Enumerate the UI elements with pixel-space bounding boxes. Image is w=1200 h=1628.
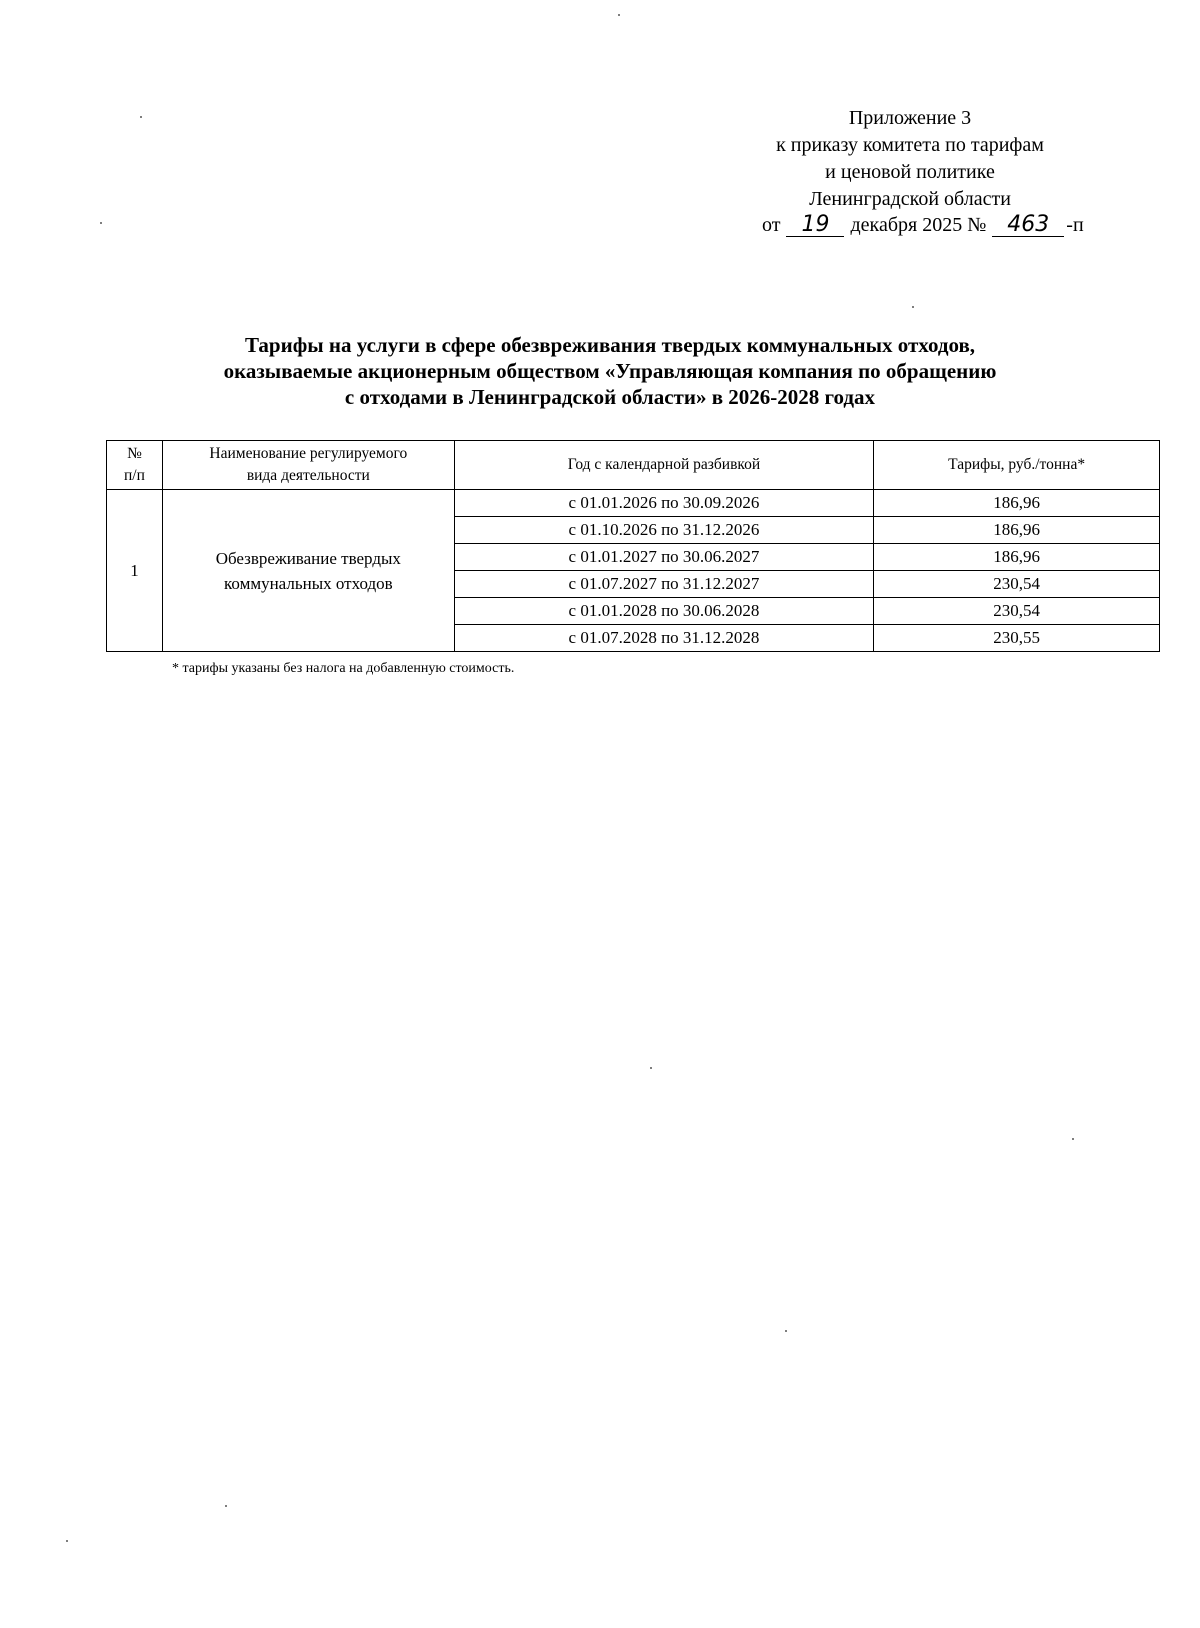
table-row [107, 490, 1160, 517]
scan-speck [912, 306, 914, 308]
annex-line: и ценовой политике [825, 161, 995, 183]
footnote: * тарифы указаны без налога на добавленную стоимость. [172, 661, 515, 676]
tariff-cell: 186,96 [874, 517, 1160, 544]
header-tariff: Тарифы, руб./тонна* [874, 441, 1160, 490]
tariff-cell: 186,96 [874, 490, 1160, 517]
order-number-handwritten: 463 [992, 214, 1064, 237]
tariffs-table [106, 440, 1160, 652]
annex-line: к приказу комитета по тарифам [776, 134, 1044, 156]
header-period: Год с календарной разбивкой [454, 441, 874, 490]
activity-line: коммунальных отходов [224, 573, 393, 593]
header-activity-line: Наименование регулируемого [209, 445, 408, 462]
row-number: 1 [107, 490, 163, 652]
annex-line: Приложение 3 [848, 107, 972, 129]
header-number-line: п/п [124, 467, 145, 484]
document-title [140, 332, 1080, 410]
scan-speck [100, 222, 102, 224]
scan-speck [140, 116, 142, 118]
period-cell: с 01.07.2027 по 31.12.2027 [454, 571, 874, 598]
tariff-cell: 230,55 [874, 625, 1160, 652]
title-line: с отходами в Ленинградской области» в 2026-2028 годах [344, 385, 876, 409]
order-suffix: -п [1066, 214, 1084, 236]
header-number-line: № [127, 445, 142, 462]
order-date-number [762, 212, 1084, 239]
period-cell: с 01.10.2026 по 31.12.2026 [454, 517, 874, 544]
scan-speck [1072, 1138, 1074, 1140]
header-number [107, 441, 163, 490]
tariff-cell: 230,54 [874, 598, 1160, 625]
period-cell: с 01.01.2026 по 30.09.2026 [454, 490, 874, 517]
period-cell: с 01.01.2028 по 30.06.2028 [454, 598, 874, 625]
scan-speck [650, 1067, 652, 1069]
header-activity-line: вида деятельности [246, 467, 370, 484]
activity-line: Обезвреживание твердых [215, 548, 401, 568]
period-cell: с 01.07.2028 по 31.12.2028 [454, 625, 874, 652]
annex-line: Ленинградской области [809, 188, 1011, 210]
table-header-row [107, 441, 1160, 490]
tariff-cell: 230,54 [874, 571, 1160, 598]
title-line: оказываемые акционерным обществом «Управляющая компания по обращению [223, 359, 997, 383]
header-activity [162, 441, 454, 490]
scan-speck [225, 1505, 227, 1507]
title-line: Тарифы на услуги в сфере обезвреживания твердых коммунальных отходов, [244, 333, 976, 357]
scan-speck [785, 1330, 787, 1332]
period-cell: с 01.01.2027 по 30.06.2027 [454, 544, 874, 571]
order-prefix: от [762, 214, 781, 236]
annex-header [700, 105, 1120, 213]
activity-cell [162, 490, 454, 652]
order-day-handwritten: 19 [786, 214, 844, 237]
scan-speck [66, 1540, 68, 1542]
scan-speck [618, 14, 620, 16]
tariff-cell: 186,96 [874, 544, 1160, 571]
order-month-year: декабря 2025 № [850, 214, 987, 236]
